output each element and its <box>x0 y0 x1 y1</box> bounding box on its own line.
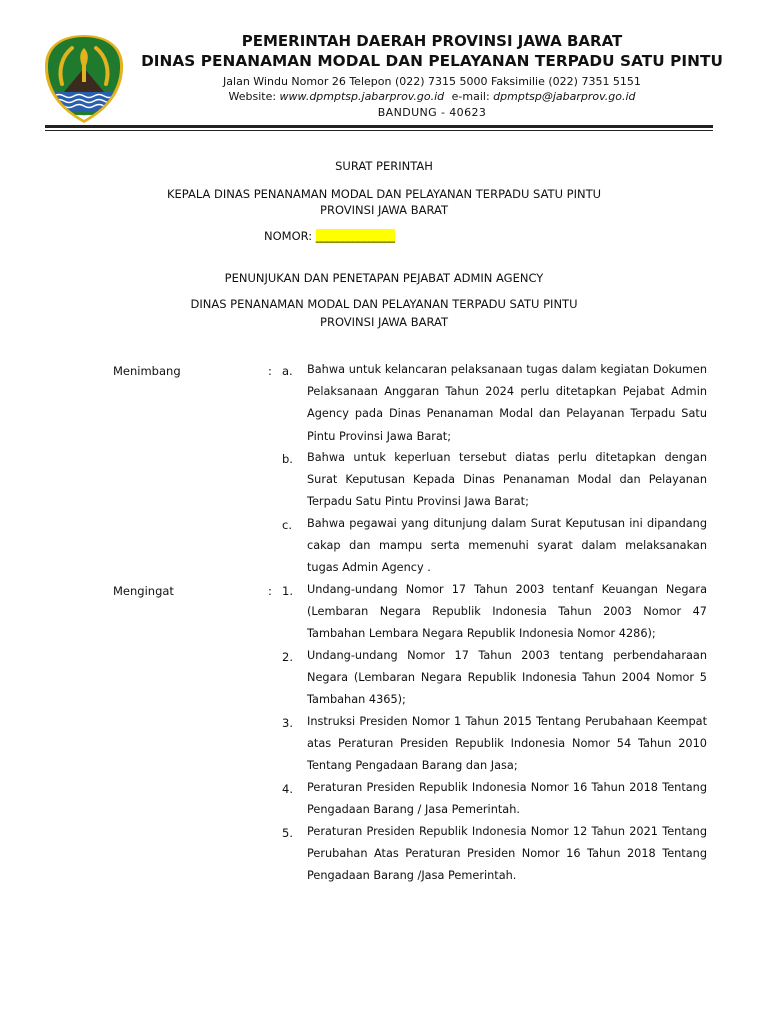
letterhead-divider-thin <box>45 130 713 131</box>
mengingat-item-4-text: Peraturan Presiden Republik Indonesia Nomor 16 Tahun 2018 Tentang Pengadaan Barang / Jasa Pemerintah. <box>307 781 707 817</box>
menimbang-item-b-marker: b. <box>282 452 293 466</box>
mengingat-item-3-text: Instruksi Presiden Nomor 1 Tahun 2015 Tentang Perubahaan Keempat atas Peraturan Presiden Republik Indonesia Nomor 54 Tahun 2010 Tentang Pengadaan Barang dan Jasa; <box>307 715 707 773</box>
mengingat-item-2-marker: 2. <box>282 650 293 664</box>
website-label: Website: <box>228 90 277 103</box>
menimbang-item-b-text: Bahwa untuk keperluan tersebut diatas perlu ditetapkan dengan Surat Keputusan Kepada Dinas Penanaman Modal dan Pelayanan Terpadu Satu Pintu Provinsi Jawa Barat; <box>307 451 707 509</box>
mengingat-item-4-marker: 4. <box>282 782 293 796</box>
document-number <box>264 229 395 243</box>
agency-contact <box>132 90 732 103</box>
menimbang-colon: : <box>268 364 272 378</box>
mengingat-label: Mengingat <box>113 584 174 598</box>
letterhead <box>0 0 768 130</box>
menimbang-item-a-marker: a. <box>282 364 293 378</box>
agency-city: BANDUNG - 40623 <box>377 106 487 119</box>
letterhead-divider-thick <box>45 125 713 128</box>
mengingat-item-3-marker: 3. <box>282 716 293 730</box>
menimbang-item-a-text: Bahwa untuk kelancaran pelaksanaan tugas dalam kegiatan Dokumen Pelaksanaan Anggaran Tahun 2024 perlu ditetapkan Pejabat Admin Agency pada Dinas Penanaman Modal dan Pelayanan Terpadu Satu Pintu Provinsi Jawa Barat; <box>307 363 707 443</box>
menimbang-label: Menimbang <box>113 364 181 378</box>
mengingat-item-2-text: Undang-undang Nomor 17 Tahun 2003 tentang perbendaharaan Negara (Lembaran Negara Republik Indonesia Tahun 2004 Nomor 5 Tambahan 4365); <box>307 649 707 707</box>
mengingat-item-1-text: Undang-undang Nomor 17 Tahun 2003 tentanf Keuangan Negara (Lembaran Negara Republik Indonesia Tahun 2003 Nomor 47 Tambahan Lembara Negara Republik Indonesia Nomor 4286); <box>307 583 707 641</box>
menimbang-item-c-text: Bahwa pegawai yang ditunjung dalam Surat Keputusan ini dipandang cakap dan mampu serta memenuhi syarat dalam melaksanakan tugas Admin Agency . <box>307 517 707 575</box>
email-link[interactable]: dpmptsp@jabarprov.go.id <box>493 90 636 103</box>
agency-name: DINAS PENANAMAN MODAL DAN PELAYANAN TERPADU SATU PINTU <box>141 52 723 70</box>
issuer-line-1: KEPALA DINAS PENANAMAN MODAL DAN PELAYANAN TERPADU SATU PINTU <box>166 187 602 201</box>
issuer-line-2: PROVINSI JAWA BARAT <box>320 203 448 217</box>
mengingat-item-5-text: Peraturan Presiden Republik Indonesia Nomor 12 Tahun 2021 Tentang Perubahan Atas Peraturan Presiden Nomor 16 Tahun 2018 Tentang Pengadaan Barang /Jasa Pemerintah. <box>307 825 707 883</box>
menimbang-item-c-marker: c. <box>282 518 292 532</box>
agency-address: Jalan Windu Nomor 26 Telepon (022) 7315 5000 Faksimilie (022) 7351 5151 <box>223 75 641 88</box>
document-heading: SURAT PERINTAH <box>335 159 433 173</box>
subject-line-1: PENUNJUKAN DAN PENETAPAN PEJABAT ADMIN AGENCY <box>224 271 544 285</box>
nomor-value-field: _______________ <box>315 229 395 243</box>
mengingat-item-1-marker: 1. <box>282 584 293 598</box>
west-java-emblem-logo <box>44 34 124 124</box>
mengingat-item-5-marker: 5. <box>282 826 293 840</box>
website-link[interactable]: www.dpmptsp.jabarprov.go.id <box>279 90 445 103</box>
mengingat-colon: : <box>268 584 272 598</box>
subject-line-3: PROVINSI JAWA BARAT <box>320 315 448 329</box>
subject-line-2: DINAS PENANAMAN MODAL DAN PELAYANAN TERPADU SATU PINTU <box>190 297 578 311</box>
email-label: e-mail: <box>451 90 490 103</box>
nomor-label: NOMOR: <box>264 229 313 243</box>
government-name: PEMERINTAH DAERAH PROVINSI JAWA BARAT <box>241 32 623 50</box>
